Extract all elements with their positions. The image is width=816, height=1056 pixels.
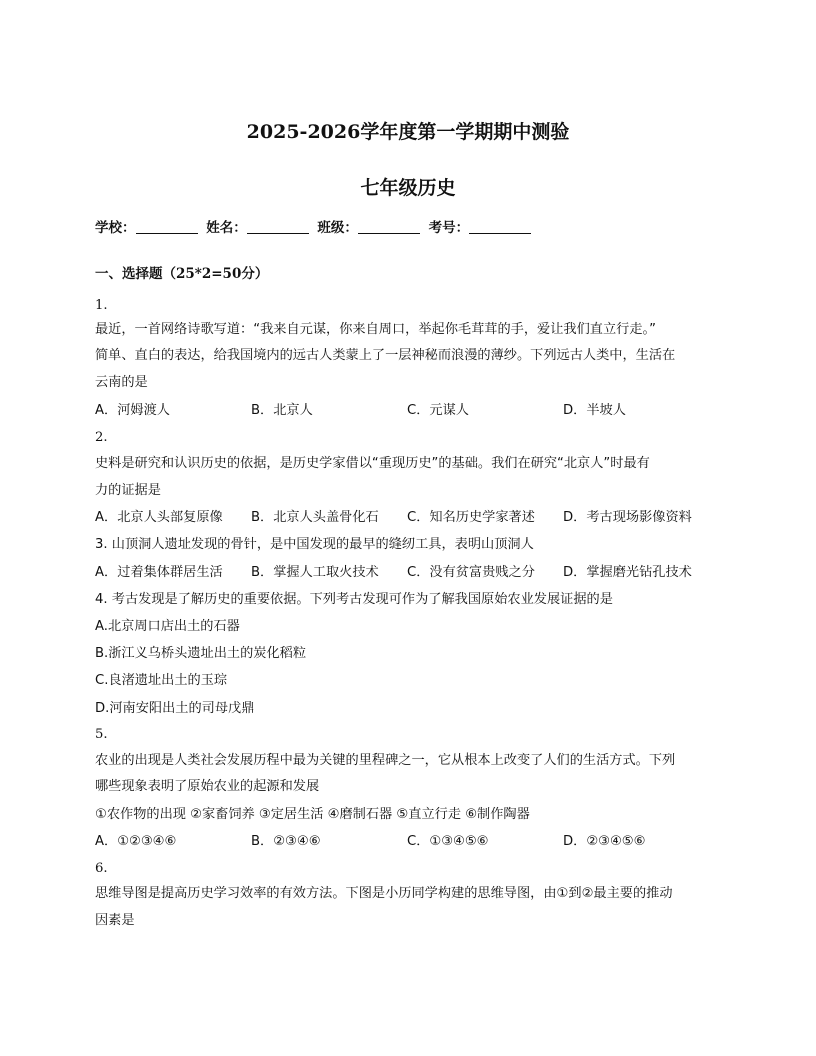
q3-stem-line: 3. 山顶洞人遗址发现的骨针，是中国发现的最早的缝纫工具，表明山顶洞人	[95, 537, 534, 552]
q4-option-d: D.河南安阳出土的司母戊鼎	[95, 701, 255, 716]
exam-subject: 七年级历史	[360, 177, 456, 199]
id-blank	[469, 219, 531, 234]
q2-number: 2.	[95, 430, 108, 445]
q4-option-b: B.浙江义乌桥头遗址出土的炭化稻粒	[95, 646, 307, 661]
q5-stem-line: 农业的出现是人类社会发展历程中最为关键的里程碑之一，它从根本上改变了人们的生活方式。下列	[95, 753, 676, 768]
q5-stem-line: 哪些现象表明了原始农业的起源和发展	[95, 779, 320, 794]
q1-stem-line: 云南的是	[95, 375, 148, 390]
section-title: 一、选择题（25*2=50分）	[95, 266, 269, 282]
q3-option-b: B．掌握人工取火技术	[251, 565, 379, 580]
q1-stem-line: 简单、直白的表达，给我国境内的远古人类蒙上了一层神秘而浪漫的薄纱。下列远古人类中，生活在	[95, 348, 676, 363]
q2-option-c: C．知名历史学家著述	[407, 510, 535, 525]
q2-option-b: B．北京人头盖骨化石	[251, 510, 379, 525]
school-blank	[136, 219, 198, 234]
q5-stem-line: ①农作物的出现 ②家畜饲养 ③定居生活 ④磨制石器 ⑤直立行走 ⑥制作陶器	[95, 807, 530, 822]
q2-option-a: A．北京人头部复原像	[95, 510, 223, 525]
student-info-row	[95, 216, 535, 236]
class-blank	[358, 219, 420, 234]
q4-stem-line: 4. 考古发现是了解历史的重要依据。下列考古发现可作为了解我国原始农业发展证据的是	[95, 592, 613, 607]
q1-number: 1.	[95, 298, 108, 313]
q2-stem-line: 史料是研究和认识历史的依据，是历史学家借以“重现历史”的基础。我们在研究“北京人”时最有	[95, 456, 650, 471]
q5-option-b: B．②③④⑥	[251, 834, 321, 849]
school-label: 学校：	[95, 220, 136, 236]
q4-option-c: C.良渚遗址出土的玉琮	[95, 673, 228, 688]
exam-title: 2025-2026学年度第一学期期中测验	[246, 121, 570, 143]
q3-option-d: D．掌握磨光钻孔技术	[563, 565, 692, 580]
q1-stem-line: 最近，一首网络诗歌写道：“我来自元谋，你来自周口，举起你毛茸茸的手，爱让我们直立行走。”	[95, 322, 656, 337]
q1-option-a: A．河姆渡人	[95, 403, 170, 418]
q6-stem-line: 因素是	[95, 913, 135, 928]
q6-stem-line: 思维导图是提高历史学习效率的有效方法。下图是小历同学构建的思维导图，由①到②最主要的推动	[95, 886, 673, 901]
id-label: 考号：	[428, 220, 470, 236]
q5-option-a: A．①②③④⑥	[95, 834, 177, 849]
name-blank	[247, 219, 309, 234]
q6-number: 6.	[95, 861, 108, 876]
q2-option-d: D．考古现场影像资料	[563, 510, 692, 525]
q3-option-a: A．过着集体群居生活	[95, 565, 223, 580]
q3-option-c: C．没有贫富贵贱之分	[407, 565, 535, 580]
q2-stem-line: 力的证据是	[95, 483, 161, 498]
q1-option-c: C．元谋人	[407, 403, 469, 418]
q1-option-b: B．北京人	[251, 403, 313, 418]
q5-option-c: C．①③④⑤⑥	[407, 834, 489, 849]
q5-number: 5.	[95, 727, 108, 742]
q5-option-d: D．②③④⑤⑥	[563, 834, 646, 849]
name-label: 姓名：	[206, 220, 247, 236]
class-label: 班级：	[317, 220, 358, 236]
q1-option-d: D．半坡人	[563, 403, 626, 418]
q4-option-a: A.北京周口店出土的石器	[95, 619, 240, 634]
